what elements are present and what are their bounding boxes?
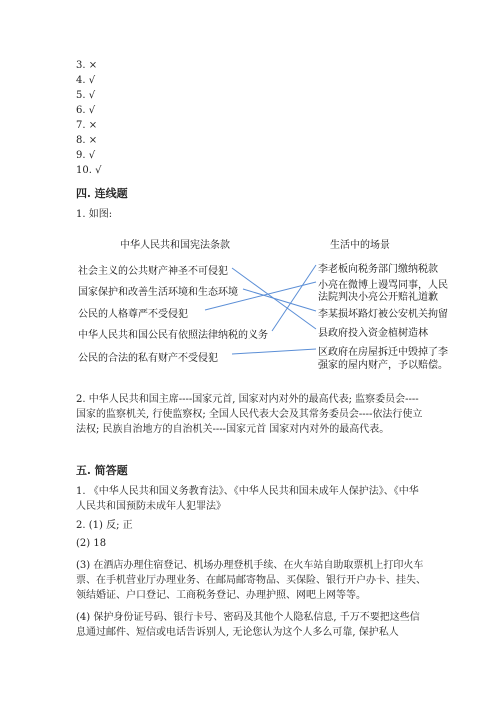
- answer-2-3: (3) 在酒店办理住宿登记、机场办理登机手续、在火车站自助取票机上打印火车票、在手机营业厅办理业务、在邮局邮寄物品、买保险、银行开户办卡、挂失、领结婚证、户口登记、工商税务登记、办理护照、网吧上网等等。: [76, 560, 426, 601]
- left-column-header: 中华人民共和国宪法条款: [120, 240, 230, 251]
- right-item: 区政府在房屋拆迁中毁掉了李: [318, 347, 448, 358]
- answer-item: 4. √: [76, 75, 96, 86]
- right-item: 县政府投入资金植树造林: [318, 328, 428, 339]
- match-line: [272, 265, 316, 331]
- answer-2-1: 2. (1) 反; 正: [76, 520, 133, 531]
- right-column-header: 生活中的场景: [330, 240, 390, 251]
- answer-2-4: (4) 保护身份证号码、银行卡号、密码及其他个人隐私信息, 千万不要把这些信息通过邮件、短信或电话告诉别人, 无论您认为这个人多么可靠, 保护私人: [76, 612, 420, 638]
- right-item: 李老板向税务部门缴纳税款: [318, 264, 438, 275]
- answer-item: 5. √: [76, 90, 96, 101]
- left-item: 社会主义的公共财产神圣不可侵犯: [78, 266, 228, 277]
- right-item: 法院判决小亮公开赔礼道歉: [318, 292, 438, 303]
- answer-item: 7. ×: [76, 120, 98, 131]
- answer-item: 3. ×: [76, 60, 98, 71]
- section4-heading: 四. 连线题: [76, 187, 128, 200]
- answer-item: 8. ×: [76, 135, 98, 146]
- question-1-label: 1. 如图:: [76, 209, 113, 220]
- answer-2-2: (2) 18: [76, 538, 107, 549]
- match-line: [232, 349, 316, 354]
- answer-item: 6. √: [76, 105, 96, 116]
- left-item: 公民的合法的私有财产不受侵犯: [78, 353, 218, 364]
- answer-item: 10. √: [76, 165, 102, 176]
- left-item: 国家保护和改善生活环境和生态环境: [78, 287, 238, 298]
- answer-item: 9. √: [76, 150, 96, 161]
- answer-1: 1. 《中华人民共和国义务教育法》、《中华人民共和国未成年人保护法》、《中华人民共和国预防未成年人犯罪法》: [76, 486, 419, 512]
- right-item: 李某损坏路灯被公安机关拘留: [318, 309, 448, 320]
- section5-heading: 五. 简答题: [76, 464, 128, 477]
- right-item: 强家的屋内财产，予以赔偿。: [318, 360, 448, 371]
- left-item: 中华人民共和国公民有依照法律纳税的义务: [78, 330, 268, 341]
- left-item: 公民的人格尊严不受侵犯: [78, 309, 188, 320]
- question-2-answer: 2. 中华人民共和国主席----国家元首, 国家对内对外的最高代表; 监察委员会----国家的监察机关, 行使监察权; 全国人民代表大会及其常务委员会----依法行使立法权; 民族自治地方的自治机关----国家元首 国家对内对外的最高代表。: [76, 394, 423, 435]
- right-item: 小亮在微博上谩骂同事，人民: [318, 280, 448, 291]
- match-line: [243, 289, 316, 311]
